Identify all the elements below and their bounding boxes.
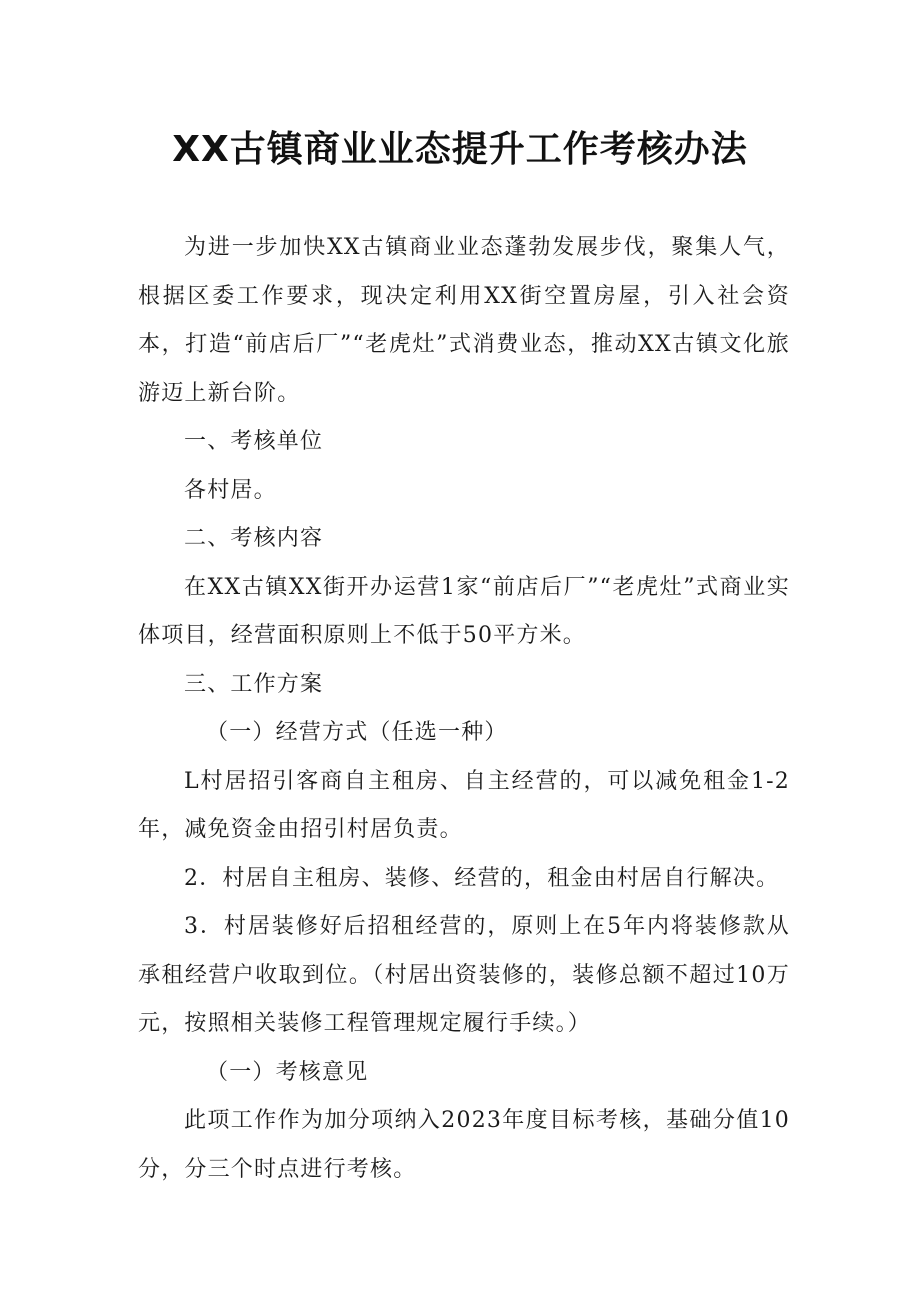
assessment-content-text: 在XX古镇XX街开办运营1家“前店后厂”“老虎灶”式商业实体项目，经营面积原则上不低于50平方米。 xyxy=(138,574,790,648)
assessment-unit-text: 各村居。 xyxy=(184,477,277,503)
business-mode-item-3: 3．村居装修好后招租经营的，原则上在5年内将装修款从承租经营户收取到位。（村居出资装修的，装修总额不超过10万元，按照相关装修工程管理规定履行手续。） xyxy=(138,914,790,1036)
business-mode-item-2: 2．村居自主租房、装修、经营的，租金由村居自行解决。 xyxy=(184,865,780,891)
document-title: XX古镇商业业态提升工作考核办法 xyxy=(172,129,748,170)
section-heading-work-plan: 三、工作方案 xyxy=(184,671,324,697)
document-body xyxy=(138,224,790,1194)
subsection-heading-business-mode: （一）经营方式（任选一种） xyxy=(206,720,508,745)
assessment-opinion-text: 此项工作作为加分项纳入2023年度目标考核，基础分值10分，分三个时点进行考核。 xyxy=(138,1108,790,1182)
section-heading-assessment-unit: 一、考核单位 xyxy=(184,429,324,454)
business-mode-item-1: L村居招引客商自主租房、自主经营的，可以减免租金1-2年，减免资金由招引村居负责。 xyxy=(138,768,790,842)
section-heading-assessment-content: 二、考核内容 xyxy=(184,526,324,551)
intro-paragraph: 为进一步加快XX古镇商业业态蓬勃发展步伐，聚集人气，根据区委工作要求，现决定利用XX街空置房屋，引入社会资本，打造“前店后厂”“老虎灶”式消费业态，推动XX古镇文化旅游迈上新台阶。 xyxy=(138,235,790,406)
subsection-heading-assessment-opinion: （一）考核意见 xyxy=(206,1059,369,1085)
